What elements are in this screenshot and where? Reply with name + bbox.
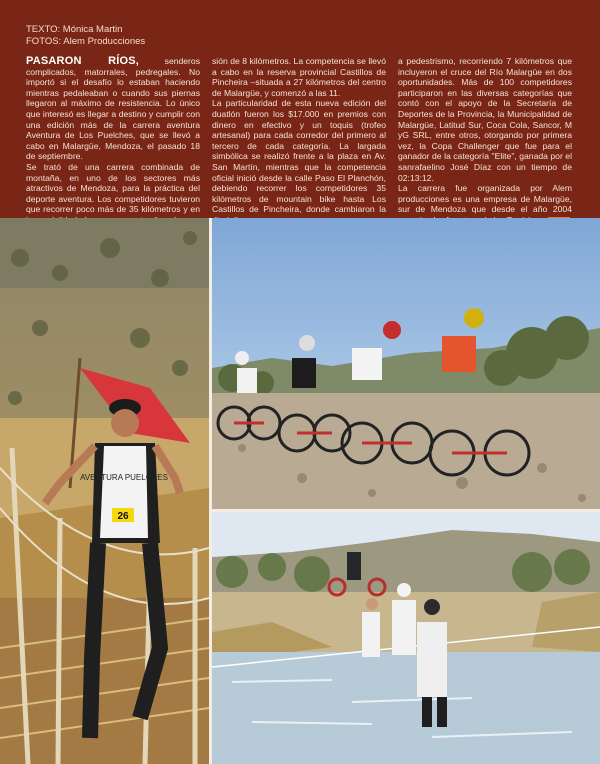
paragraph: sión de 8 kilómetros. La competencia se llevó a cabo en la reserva provincial Castillos de Pincheira –situada a 27 kilómetros del centro de Malargüe, y comenzó a las 11. — [212, 56, 386, 98]
article-column-2 — [212, 56, 386, 214]
paragraph: La particularidad de esta nueva edición del duatlón fueron los $17.000 en premios con dinero en efectivo y un toquis (trofeo artesanal) para cada corredor del primero al tercero de cada categoría. La largada simbólica se realizó frente a la plaza en Av. San Martín, mientras que la competencia oficial inició desde la calle Paso El Planchón, debiendo recorrer los competidores 35 kilómetros de mountain bike hasta Los Castillos de Pincheira, donde cambiaron la — [212, 98, 386, 215]
photo-river-illustration — [212, 512, 600, 764]
paragraph-text: La carrera fue organizada por Alem producciones es una empresa de Malargüe, sur de Mendoza que desde el año 2004 — [398, 183, 572, 215]
photo-runner-illustration — [0, 218, 209, 764]
paragraph: a pedestrismo, recorriendo 7 kilómetros que incluyeron el cruce del Río Malargüe en dos oportunidades. Más de 100 competidores participaron en las diversas categorías que contó con el apoyo de la Secretaría de Deportes de la Provincia, la Municipalidad de Malargüe, Latitud Sur, Coca Cola, Sancor, M yG SRL, entre otros, otorgando por primera vez, la Copa Challenger que fue para el ganador de la categoría "Elite", ganada por el sanrafaelino José Díaz con un tiempo de 02:13:12. — [398, 56, 572, 183]
article-column-3 — [398, 56, 572, 214]
photo-cyclists-illustration — [212, 218, 600, 509]
photo-runner-on-bridge — [0, 218, 209, 764]
bib-number: 26 — [117, 511, 129, 522]
text-credit: TEXTO: Mónica Martin — [26, 24, 123, 35]
photo-gutter-vertical — [209, 218, 212, 764]
article-body — [26, 56, 572, 214]
paragraph: Se trató de una carrera combinada de montaña, en uno de los sectores más atractivos de Mendoza, para la práctica del deporte aventura. Los competidores tuvieron que recorrer poco más de 35 kilómetros y en — [26, 161, 200, 215]
photo-credit: FOTOS: Alem Producciones — [26, 36, 146, 47]
photo-cyclists — [212, 218, 600, 509]
bib-text: AVENTURA PUELCHES — [80, 473, 168, 482]
article-header-panel — [0, 0, 600, 218]
article-column-1 — [26, 56, 200, 214]
photo-gutter-horizontal — [212, 509, 600, 512]
paragraph — [26, 56, 200, 162]
credits — [26, 24, 145, 48]
photo-river-crossing — [212, 512, 600, 764]
paragraph-text: senderos complicados, matorrales, pedregales. No importó si el desafío lo estaban haciendo mientras pedaleaban o cuando sus piernas llegaron al máximo de resistencia. Lo único que interesó es llegar a destino y cumplir con una edición más de la carrera aventura Aventura de Los Puelches, que se llevó a cabo en Malargüe, Mendoza, el pasado 18 de septiembre. — [26, 56, 200, 162]
lead-words: PASARON RÍOS, — [26, 55, 140, 67]
